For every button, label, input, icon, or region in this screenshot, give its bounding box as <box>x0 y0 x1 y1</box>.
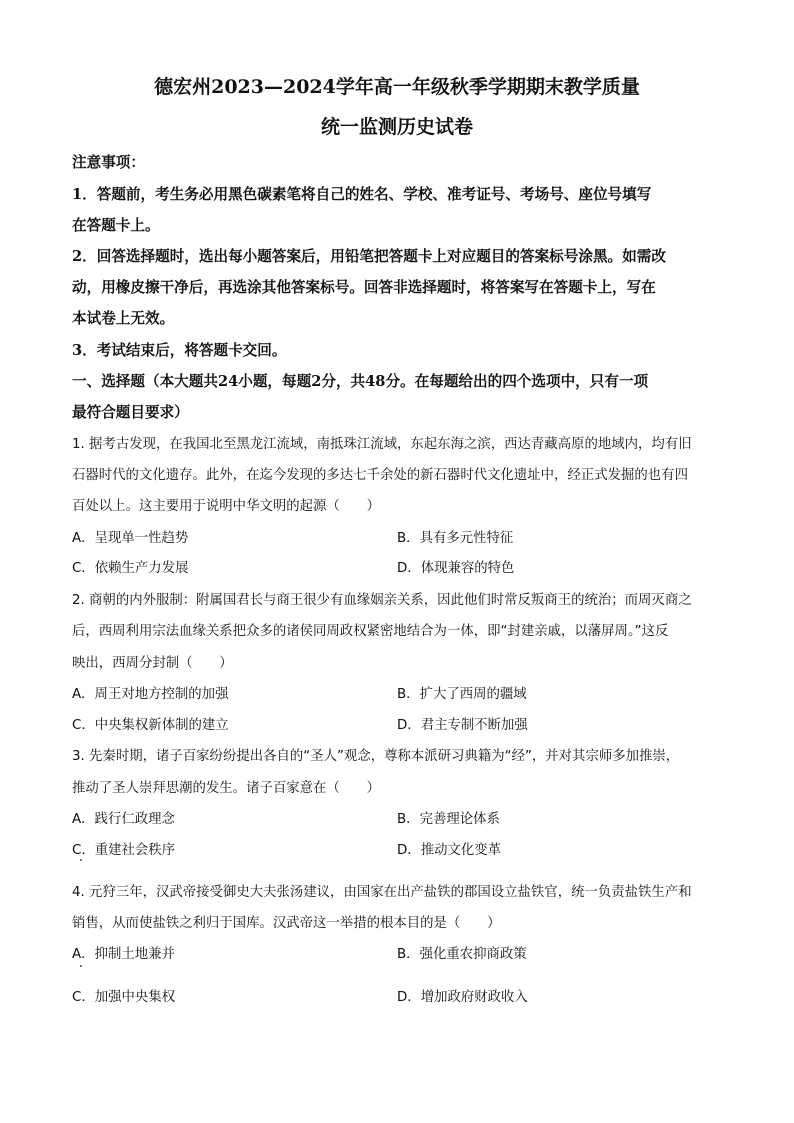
question-4-line2: 销售，从而使盐铁之利归于国库。汉武帝这一举措的根本目的是（ ） <box>72 916 501 931</box>
question-1-option-a: A．呈现单一性趋势 <box>72 531 189 546</box>
question-3-line1: 3. 先秦时期，诸子百家纷纷提出各自的“圣人”观念，尊称本派研习典籍为“经”，并对其宗师多加推崇， <box>72 749 680 764</box>
question-2-line1: 2. 商朝的内外服制：附属国君长与商王很少有血缘姻亲关系，因此他们时常反叛商王的统治；而周灭商之 <box>72 593 692 608</box>
question-2-option-c: C．中央集权新体制的建立 <box>72 718 229 733</box>
question-2-line3: 映出，西周分封制（ ） <box>72 656 233 671</box>
exam-title-line2: 统一监测历史试卷 <box>320 116 473 138</box>
notice-item-1-line1: 1．答题前，考生务必用黑色碳素笔将自己的姓名、学校、准考证号、考场号、座位号填写 <box>72 186 652 203</box>
question-3-option-b: B．完善理论体系 <box>397 812 500 827</box>
question-3-option-d: D．推动文化变革 <box>397 843 502 858</box>
question-2-line2: 后，西周利用宗法血缘关系把众多的诸侯同周政权紧密地结合为一体，即“封建亲戚，以藩屏周。”这反 <box>72 624 669 639</box>
question-3-line2: 推动了圣人崇拜思潮的发生。诸子百家意在（ ） <box>72 781 380 796</box>
stray-dot <box>80 965 82 967</box>
question-1-option-d: D．体现兼容的特色 <box>397 561 515 576</box>
question-3-option-c: C．重建社会秩序 <box>72 843 176 858</box>
question-4-option-a: A．抑制土地兼并 <box>72 947 175 962</box>
section-heading-line1: 一、选择题（本大题共24小题，每题2分，共48分。在每题给出的四个选项中，只有一项 <box>72 373 649 390</box>
stray-dot <box>80 859 82 861</box>
question-1-option-c: C．依赖生产力发展 <box>72 561 189 576</box>
question-1-line2: 石器时代的文化遗存。此外，在迄今发现的多达七千余处的新石器时代文化遗址中，经正式发掘的也有四 <box>72 468 688 483</box>
exam-title-line1: 德宏州2023—2024学年高一年级秋季学期期末教学质量 <box>154 76 640 98</box>
question-3-option-a: A．践行仁政理念 <box>72 812 175 827</box>
notice-heading: 注意事项： <box>72 154 145 171</box>
question-4-option-b: B．强化重农抑商政策 <box>397 947 527 962</box>
question-4-option-d: D．增加政府财政收入 <box>397 990 528 1005</box>
question-1-line1: 1. 据考古发现，在我国北至黑龙江流域，南抵珠江流域，东起东海之滨，西达青藏高原的地域内，均有旧 <box>72 437 692 452</box>
notice-item-2-line2: 动，用橡皮擦干净后，再选涂其他答案标号。回答非选择题时，将答案写在答题卡上，写在 <box>72 279 656 296</box>
notice-item-1-line2: 在答题卡上。 <box>72 217 160 234</box>
question-2-option-d: D．君主专制不断加强 <box>397 718 528 733</box>
notice-item-2-line1: 2．回答选择题时，选出每小题答案后，用铅笔把答题卡上对应题目的答案标号涂黑。如需改 <box>72 248 666 265</box>
question-4-line1: 4. 元狩三年，汉武帝接受御史大夫张汤建议，由国家在出产盐铁的郡国设立盐铁官，统一负责盐铁生产和 <box>72 885 692 900</box>
section-heading-line2: 最符合题目要求） <box>72 404 189 421</box>
question-2-option-b: B．扩大了西周的疆域 <box>397 687 527 702</box>
question-2-option-a: A．周王对地方控制的加强 <box>72 687 229 702</box>
question-1-option-b: B．具有多元性特征 <box>397 531 514 546</box>
notice-item-2-line3: 本试卷上无效。 <box>72 310 175 327</box>
notice-item-3: 3．考试结束后，将答题卡交回。 <box>72 342 287 359</box>
question-1-line3: 百处以上。这主要用于说明中华文明的起源（ ） <box>72 499 380 514</box>
question-4-option-c: C．加强中央集权 <box>72 990 176 1005</box>
